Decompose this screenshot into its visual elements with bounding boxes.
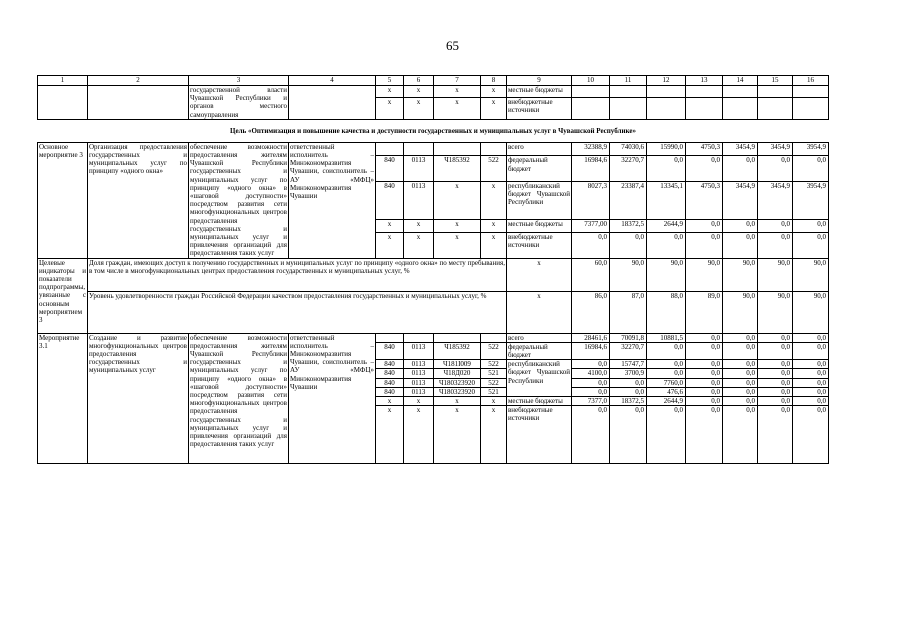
cell: 0,0 <box>758 378 793 387</box>
cell: 90,0 <box>758 258 793 291</box>
cell: 90,0 <box>723 291 758 333</box>
cell: Ч180323920 <box>434 378 481 387</box>
cell: x <box>404 233 434 259</box>
cell: 0,0 <box>723 233 758 259</box>
cell <box>38 86 88 120</box>
cell: 0,0 <box>758 397 793 406</box>
cell: x <box>376 97 404 119</box>
cell: 90,0 <box>610 258 647 291</box>
cell <box>481 333 507 342</box>
cell: 0,0 <box>793 156 829 182</box>
cell: 7760,0 <box>647 378 686 387</box>
cell: 0,0 <box>723 369 758 378</box>
cell: 90,0 <box>723 258 758 291</box>
cell: 0,0 <box>793 219 829 233</box>
cell: 90,0 <box>793 258 829 291</box>
cell: 0,0 <box>572 378 610 387</box>
cell: 840 <box>376 360 404 369</box>
cell: x <box>507 258 572 291</box>
cell: Ч180323920 <box>434 387 481 396</box>
cell: 23387,4 <box>610 181 647 219</box>
cell: x <box>507 291 572 333</box>
cell: 840 <box>376 387 404 396</box>
cell: 3454,9 <box>758 181 793 219</box>
goal-title: Цель «Оптимизация и повышение качества и доступности государственных и муниципальных услуг в Чувашской Республике» <box>38 119 829 142</box>
table-row <box>38 291 829 333</box>
cell: 3 <box>189 76 289 86</box>
cell <box>647 97 686 119</box>
cell: x <box>434 97 481 119</box>
cell: 0113 <box>404 369 434 378</box>
cell: 0,0 <box>793 342 829 359</box>
cell: внебюджетные источники <box>507 406 572 464</box>
cell <box>434 142 481 156</box>
cell: 32270,7 <box>610 156 647 182</box>
cell: 0,0 <box>723 219 758 233</box>
cell: 4100,0 <box>572 369 610 378</box>
cell: 16 <box>793 76 829 86</box>
cell <box>376 142 404 156</box>
cell: x <box>434 406 481 464</box>
cell: 3700,9 <box>610 369 647 378</box>
page-number: 65 <box>446 38 459 53</box>
cell: государственной власти Чувашской Республики и органов местного самоуправления <box>190 86 287 119</box>
cell: 0,0 <box>758 233 793 259</box>
goal-row <box>38 119 829 142</box>
cell: 0,0 <box>572 406 610 464</box>
cell <box>793 86 829 98</box>
cell: 0,0 <box>793 360 829 369</box>
cell: 0,0 <box>686 233 723 259</box>
cell <box>723 97 758 119</box>
cell: 0,0 <box>793 387 829 396</box>
cell: 0,0 <box>723 397 758 406</box>
cell: 0,0 <box>610 378 647 387</box>
cell: 16984,6 <box>572 342 610 359</box>
cell: 0,0 <box>572 360 610 369</box>
cell: внебюджетные источники <box>507 233 572 259</box>
cell: 0,0 <box>723 333 758 342</box>
cell: x <box>481 97 507 119</box>
cell: 0113 <box>404 378 434 387</box>
cell: 70091,8 <box>610 333 647 342</box>
cell: 0,0 <box>647 360 686 369</box>
cell: 0,0 <box>686 333 723 342</box>
cell: 10 <box>572 76 610 86</box>
cell: x <box>404 406 434 464</box>
cell: 7377,00 <box>572 219 610 233</box>
cell: 0,0 <box>686 378 723 387</box>
table-row <box>38 258 829 291</box>
cell: 0,0 <box>723 342 758 359</box>
cell: Ч181I009 <box>434 360 481 369</box>
cell: 13345,1 <box>647 181 686 219</box>
cell: 87,0 <box>610 291 647 333</box>
cell: Доля граждан, имеющих доступ к получению государственных и муниципальных услуг по принципу «одного окна» по месту пребывания, в том числе в многофункциональных центрах предоставления государственных и муниципальных услуг, % <box>88 258 507 291</box>
cell <box>88 86 189 120</box>
cell: 88,0 <box>647 291 686 333</box>
cell: x <box>481 181 507 219</box>
cell: Уровень удовлетворенности граждан Российской Федерации качеством предоставления государственных и муниципальных услуг, % <box>88 291 507 333</box>
cell: 32270,7 <box>610 342 647 359</box>
cell: x <box>481 219 507 233</box>
cell: 15747,7 <box>610 360 647 369</box>
cell: 60,0 <box>572 258 610 291</box>
cell: 0,0 <box>758 369 793 378</box>
cell: 840 <box>376 156 404 182</box>
cell: всего <box>507 333 572 342</box>
cell: 0,0 <box>793 406 829 464</box>
cell: 7 <box>434 76 481 86</box>
cell: 2644,9 <box>647 397 686 406</box>
cell: 522 <box>481 156 507 182</box>
cell: 0,0 <box>686 406 723 464</box>
cell: 0113 <box>404 387 434 396</box>
cell: 0,0 <box>686 156 723 182</box>
cell: 0,0 <box>758 360 793 369</box>
cell: 0,0 <box>758 387 793 396</box>
cell <box>434 333 481 342</box>
cell: 2644,9 <box>647 219 686 233</box>
cell: 4 <box>289 76 376 86</box>
cell: 3454,9 <box>758 142 793 156</box>
cell: x <box>434 397 481 406</box>
cell: внебюджетные источники <box>507 97 572 119</box>
cell: 0,0 <box>686 342 723 359</box>
cell: 3454,9 <box>723 142 758 156</box>
cell <box>793 97 829 119</box>
cell: 8027,3 <box>572 181 610 219</box>
header-row <box>38 76 829 86</box>
cell: 0,0 <box>647 406 686 464</box>
cell: Создание и развитие многофункциональных центров предоставления государственных и муниципальных услуг <box>88 333 189 464</box>
cell: 89,0 <box>686 291 723 333</box>
cell: 7377,0 <box>572 397 610 406</box>
cell <box>758 86 793 98</box>
cell: 16984,6 <box>572 156 610 182</box>
cell: 0,0 <box>686 369 723 378</box>
cell <box>404 142 434 156</box>
cell: Целевые индикаторы и показатели подпрограммы, увязанные с основным мероприятием 3 <box>38 258 88 333</box>
cell: x <box>434 181 481 219</box>
cell <box>686 97 723 119</box>
cell <box>686 86 723 98</box>
cell: 90,0 <box>793 291 829 333</box>
cell: федеральный бюджет <box>507 156 572 182</box>
cell: 5 <box>376 76 404 86</box>
cell: 11 <box>610 76 647 86</box>
cell: 18372,5 <box>610 397 647 406</box>
cell: 0,0 <box>793 369 829 378</box>
cell <box>610 86 647 98</box>
table-row <box>38 86 829 98</box>
cell: 0113 <box>404 156 434 182</box>
cell: x <box>434 233 481 259</box>
cell: ответственный исполнитель – Минэкономразвития Чувашии, соисполнитель – АУ «МФЦ» Минэкономразвития Чувашии <box>289 333 376 464</box>
cell: x <box>481 86 507 98</box>
cell: 0,0 <box>758 342 793 359</box>
cell: 0,0 <box>758 333 793 342</box>
cell: 0,0 <box>758 406 793 464</box>
cell <box>376 333 404 342</box>
cell: 90,0 <box>686 258 723 291</box>
cell: 0,0 <box>723 360 758 369</box>
cell: 0,0 <box>647 233 686 259</box>
cell <box>758 97 793 119</box>
cell <box>610 97 647 119</box>
cell: 3954,9 <box>793 181 829 219</box>
cell: 0,0 <box>647 342 686 359</box>
cell: 0113 <box>404 360 434 369</box>
cell: x <box>376 397 404 406</box>
cell: Организация предоставления государственных и муниципальных услуг по принципу «одного окна» <box>88 142 189 258</box>
cell: обеспечение возможности предоставления жителям Чувашской Республики государственных и муниципальных услуг по принципу «одного окна» в «шаговой доступности» посредством развития сети многофункциональных центров предоставления государственных и муниципальных услуг и привлечения организаций для предоставления таких услуг <box>189 333 289 464</box>
cell: 840 <box>376 378 404 387</box>
cell: Мероприятие 3.1 <box>38 333 88 464</box>
cell: 0,0 <box>686 360 723 369</box>
cell: 840 <box>376 369 404 378</box>
cell: 90,0 <box>758 291 793 333</box>
cell: 3954,9 <box>793 142 829 156</box>
cell: 0,0 <box>723 387 758 396</box>
cell: Ч18Д020 <box>434 369 481 378</box>
cell: x <box>481 406 507 464</box>
cell: ответственный исполнитель – Минэкономразвития Чувашии, соисполнитель – АУ «МФЦ» Минэкономразвития Чувашии <box>289 142 376 258</box>
cell: 0,0 <box>793 233 829 259</box>
cell: 74030,6 <box>610 142 647 156</box>
cell: x <box>481 397 507 406</box>
table-row <box>38 333 829 342</box>
cell: x <box>376 86 404 98</box>
cell <box>404 333 434 342</box>
cell: 8 <box>481 76 507 86</box>
cell: 0,0 <box>723 378 758 387</box>
cell: 6 <box>404 76 434 86</box>
cell: x <box>434 219 481 233</box>
cell: 0,0 <box>793 378 829 387</box>
cell: 0,0 <box>686 397 723 406</box>
cell: Ч185392 <box>434 342 481 359</box>
cell <box>572 86 610 98</box>
program-table <box>37 75 829 464</box>
cell: 14 <box>723 76 758 86</box>
cell: x <box>404 397 434 406</box>
cell: 0,0 <box>686 219 723 233</box>
cell: 0113 <box>404 342 434 359</box>
cell: 4750,3 <box>686 142 723 156</box>
cell: 521 <box>481 369 507 378</box>
cell <box>647 86 686 98</box>
cell: 0,0 <box>572 387 610 396</box>
cell: 0,0 <box>793 397 829 406</box>
cell: 15 <box>758 76 793 86</box>
cell: 2 <box>88 76 189 86</box>
cell: 4750,3 <box>686 181 723 219</box>
cell: 521 <box>481 387 507 396</box>
cell <box>481 142 507 156</box>
cell: Основное мероприятие 3 <box>38 142 88 258</box>
cell: x <box>376 406 404 464</box>
cell: 0,0 <box>610 406 647 464</box>
cell: республиканский бюджет Чувашской Республики <box>507 181 572 219</box>
cell <box>572 97 610 119</box>
cell: x <box>404 219 434 233</box>
cell: 86,0 <box>572 291 610 333</box>
cell: 0,0 <box>647 369 686 378</box>
cell: местные бюджеты <box>507 397 572 406</box>
cell: 0,0 <box>723 156 758 182</box>
cell: 12 <box>647 76 686 86</box>
cell: x <box>434 86 481 98</box>
cell <box>723 86 758 98</box>
cell: 0,0 <box>572 233 610 259</box>
cell: 3454,9 <box>723 181 758 219</box>
cell: республиканский бюджет Чувашской Республики <box>507 360 572 397</box>
cell: 0,0 <box>758 156 793 182</box>
cell: 13 <box>686 76 723 86</box>
cell: Ч185392 <box>434 156 481 182</box>
cell: местные бюджеты <box>507 86 572 98</box>
cell: 0113 <box>404 181 434 219</box>
cell: 0,0 <box>647 156 686 182</box>
cell: 0,0 <box>793 333 829 342</box>
cell: федеральный бюджет <box>507 342 572 359</box>
cell: 9 <box>507 76 572 86</box>
cell: 1 <box>38 76 88 86</box>
cell: 0,0 <box>610 233 647 259</box>
cell: 840 <box>376 342 404 359</box>
cell: 522 <box>481 360 507 369</box>
cell: 28461,6 <box>572 333 610 342</box>
cell: обеспечение возможности предоставления жителям Чувашской Республики государственных и муниципальных услуг по принципу «одного окна» в «шаговой доступности» посредством развития сети многофункциональных центров предоставления государственных и муниципальных услуг и привлечения организаций для предоставления таких услуг <box>190 142 287 258</box>
cell: 522 <box>481 378 507 387</box>
cell: 840 <box>376 181 404 219</box>
cell: всего <box>507 142 572 156</box>
cell: x <box>404 86 434 98</box>
cell: 90,0 <box>647 258 686 291</box>
cell: местные бюджеты <box>507 219 572 233</box>
cell: 15990,0 <box>647 142 686 156</box>
cell: 0,0 <box>686 387 723 396</box>
cell: 32388,9 <box>572 142 610 156</box>
cell: x <box>376 233 404 259</box>
cell: 522 <box>481 342 507 359</box>
cell: 18372,5 <box>610 219 647 233</box>
cell: 10881,5 <box>647 333 686 342</box>
cell: x <box>376 219 404 233</box>
cell: 0,0 <box>723 406 758 464</box>
cell: x <box>404 97 434 119</box>
cell <box>289 86 376 120</box>
cell: 0,0 <box>758 219 793 233</box>
table-row <box>38 142 829 156</box>
cell: x <box>481 233 507 259</box>
cell: 0,0 <box>610 387 647 396</box>
cell: 476,6 <box>647 387 686 396</box>
